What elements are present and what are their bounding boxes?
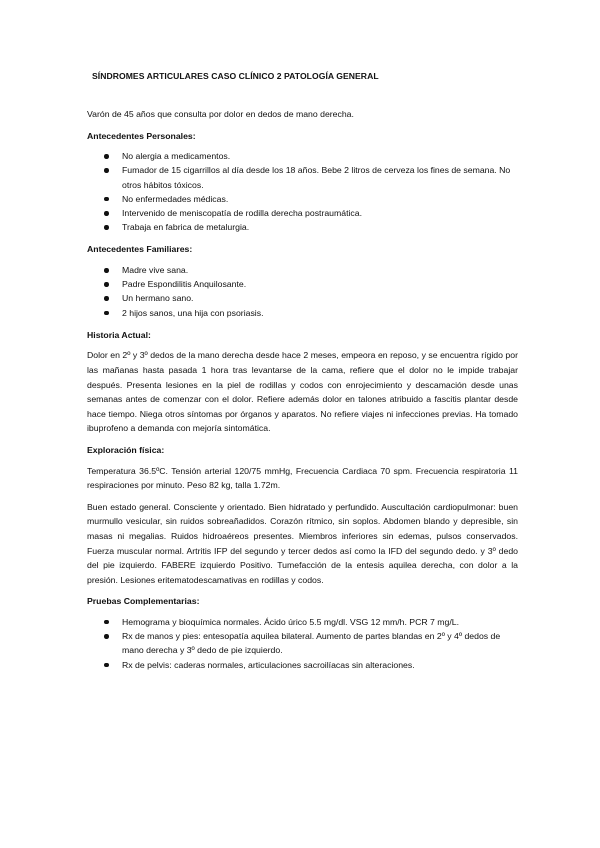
bullet-icon bbox=[104, 225, 109, 230]
family-history-list bbox=[87, 263, 518, 320]
list-item bbox=[87, 306, 518, 320]
bullet-icon bbox=[104, 296, 109, 301]
bullet-icon bbox=[104, 282, 109, 287]
bullet-icon bbox=[104, 663, 109, 668]
list-item bbox=[87, 163, 518, 191]
bullet-icon bbox=[104, 620, 109, 625]
current-history-heading: Historia Actual: bbox=[87, 329, 151, 340]
list-item bbox=[87, 220, 518, 234]
list-item bbox=[87, 291, 518, 305]
list-item-text: Intervenido de meniscopatía de rodilla derecha postraumática. bbox=[122, 208, 363, 218]
list-item-text: Fumador de 15 cigarrillos al día desde los 18 años. Bebe 2 litros de cerveza los fines de semana. No otros hábitos tóxicos. bbox=[122, 165, 511, 190]
personal-history-list bbox=[87, 149, 518, 234]
list-item bbox=[87, 149, 518, 163]
list-item bbox=[87, 658, 518, 672]
list-item-text: Trabaja en fabrica de metalurgia. bbox=[122, 222, 250, 233]
complementary-tests-heading: Pruebas Complementarias: bbox=[87, 596, 200, 607]
bullet-icon bbox=[104, 168, 109, 173]
list-item-text: No enfermedades médicas. bbox=[122, 193, 229, 204]
intro-paragraph: Varón de 45 años que consulta por dolor en dedos de mano derecha. bbox=[87, 109, 354, 119]
list-item bbox=[87, 192, 518, 206]
list-item bbox=[87, 206, 518, 220]
list-item-text: Madre vive sana. bbox=[122, 265, 189, 275]
list-item-text: Hemograma y bioquímica normales. Ácido úrico 5.5 mg/dl. VSG 12 mm/h. PCR 7 mg/L. bbox=[122, 616, 460, 627]
list-item bbox=[87, 615, 518, 629]
list-item-text: Rx de pelvis: caderas normales, articulaciones sacroilíacas sin alteraciones. bbox=[122, 659, 415, 670]
list-item-text: 2 hijos sanos, una hija con psoriasis. bbox=[122, 307, 264, 318]
list-item-text: No alergia a medicamentos. bbox=[122, 151, 231, 162]
document-body bbox=[87, 107, 518, 680]
bullet-icon bbox=[104, 211, 109, 216]
bullet-icon bbox=[104, 197, 109, 202]
list-item bbox=[87, 263, 518, 277]
list-item-text: Un hermano sano. bbox=[122, 293, 194, 304]
personal-history-heading: Antecedentes Personales: bbox=[87, 130, 196, 141]
list-item bbox=[87, 277, 518, 291]
bullet-icon bbox=[104, 268, 109, 273]
list-item bbox=[87, 629, 518, 657]
list-item-text: Padre Espondilitis Anquilosante. bbox=[122, 279, 247, 290]
complementary-tests-list bbox=[87, 615, 518, 672]
current-history-paragraph: Dolor en 2º y 3º dedos de la mano derecha desde hace 2 meses, empeora en reposo, y se encuentra rígido por las mañanas hasta pasada 1 hora tras levantarse de la cama, refiere que el dolor no le impide trabajar después. Presenta lesiones en la piel de rodillas y codos con enrojecimiento y descamación desde unas semanas antes de comenzar con el dolor. Refiere además dolor en talones atribuido a fascitis plantar desde hace tiempo. Niega otros síntomas por órganos y aparatos. No refiere viajes ni infecciones previas. Ha tomado ibuprofeno a demanda con mejoría sintomática. bbox=[87, 350, 518, 434]
list-item-text: Rx de manos y pies: entesopatía aquilea bilateral. Aumento de partes blandas en 2º y 4º dedos de mano derecha y 3º dedo de pie izquierdo. bbox=[122, 631, 501, 656]
exam-findings-paragraph: Buen estado general. Consciente y orientado. Bien hidratado y perfundido. Auscultación cardiopulmonar: buen murmullo vesicular, sin ruidos sobreañadidos. Corazón rítmico, sin soplos. Abdomen blando y depresible, sin masas ni megalias. Ruidos hidroaéreos presentes. Miembros inferiores sin edemas, pulsos conservados. Fuerza muscular normal. Artritis IFP del segundo y tercer dedos así como la IFD del segundo dedo. y 3º dedo del pie izquierdo. FABERE izquierdo Positivo. Tumefacción de la entesis aquilea derecha, con dolor a la presión. Lesiones eritematodescamativas en rodillas y codos. bbox=[87, 501, 518, 585]
family-history-heading: Antecedentes Familiares: bbox=[87, 244, 193, 255]
vitals-paragraph: Temperatura 36.5ºC. Tensión arterial 120/75 mmHg, Frecuencia Cardiaca 70 spm. Frecuencia respiratoria 11 respiraciones por minuto. Peso 82 kg, talla 1.72m. bbox=[87, 465, 518, 491]
bullet-icon bbox=[104, 634, 109, 639]
document-title: SÍNDROMES ARTICULARES CASO CLÍNICO 2 PATOLOGÍA GENERAL bbox=[92, 71, 379, 81]
physical-exam-heading: Exploración física: bbox=[87, 444, 165, 455]
bullet-icon bbox=[104, 154, 109, 159]
bullet-icon bbox=[104, 311, 109, 316]
